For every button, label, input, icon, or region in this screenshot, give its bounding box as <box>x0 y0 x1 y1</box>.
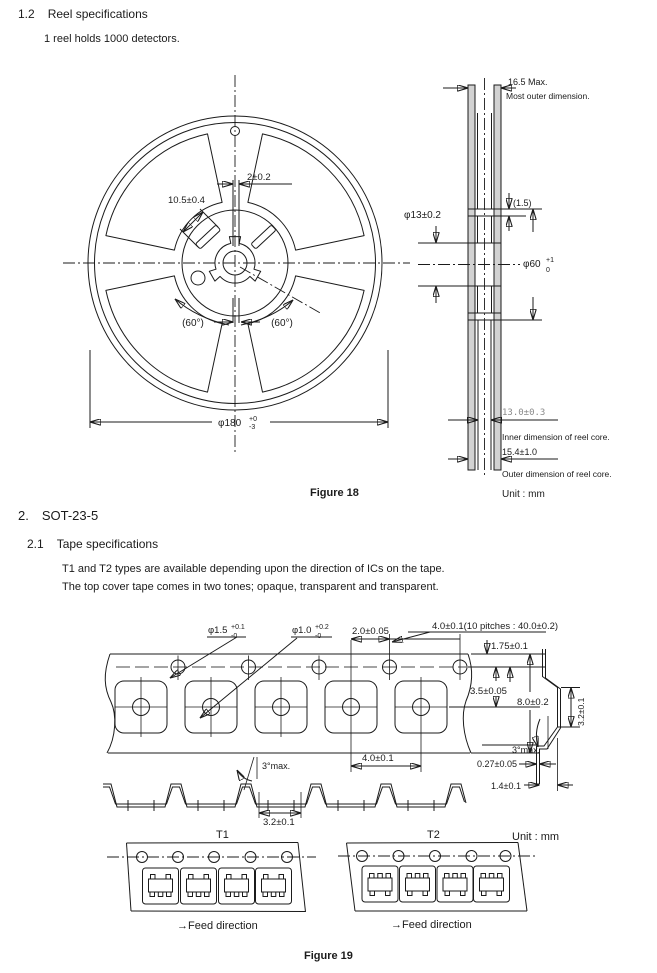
reel-front-view <box>63 75 410 499</box>
dim-sprocket-dia: φ1.5 <box>208 625 228 636</box>
dim-tape-width: 8.0±0.2 <box>517 697 549 708</box>
dim-angle-right: (60°) <box>271 318 293 329</box>
dim-slot-width: 2±0.2 <box>247 172 271 183</box>
dim-sprocket-tol-bot: -0 <box>231 633 238 640</box>
pocket-bottom-ticks <box>128 800 434 811</box>
dim-pocket-hole-tol-top: +0.2 <box>315 624 329 631</box>
dim-pocket-across: 3.2±0.1 <box>576 697 586 726</box>
dim-angle-right: 3°max. <box>512 745 541 755</box>
dim-core-inner: 13.0±0.3 <box>502 408 546 418</box>
dim-edge-margin: 1.75±0.1 <box>491 641 528 652</box>
section-2-1-body-line1: T1 and T2 types are available depending upon the direction of ICs on the tape. <box>62 563 445 575</box>
figure19-caption: Figure 19 <box>304 950 353 962</box>
dim-thickness: 0.27±0.05 <box>477 759 517 769</box>
tape-right-break-edge <box>463 654 471 753</box>
note-side-width: Most outer dimension. <box>506 91 590 101</box>
note-core-outer: Outer dimension of reel core. <box>502 469 612 479</box>
dim-pocket-hole-dia: φ1.0 <box>292 625 312 636</box>
dim-hub-tol-top: +1 <box>546 257 554 264</box>
figure18-caption: Figure 18 <box>310 487 359 499</box>
reel-key-slot-right <box>251 225 276 249</box>
tape-strip-t1 <box>107 843 316 933</box>
section-title: SOT-23-5 <box>41 508 99 523</box>
tape-strip-t2 <box>338 843 537 932</box>
unit-label-fig18: Unit : mm <box>502 489 545 500</box>
note-core-inner: Inner dimension of reel core. <box>502 432 610 442</box>
dim-reel-diameter: φ180 <box>218 418 242 429</box>
feed-direction-t2: →Feed direction <box>391 919 472 931</box>
reel-key-slot-left <box>195 225 220 249</box>
unit-label-fig19: Unit : mm <box>512 831 560 843</box>
dim-hub-tol-bot: 0 <box>546 267 550 274</box>
label-t1: T1 <box>216 829 229 841</box>
dim-center-hole: φ13±0.2 <box>404 210 441 221</box>
reel-side-view <box>404 77 612 500</box>
section-1-2-body: 1 reel holds 1000 detectors. <box>44 33 180 45</box>
tape-pockets <box>115 677 447 737</box>
dim-emboss-height: 1.4±0.1 <box>491 781 521 791</box>
dim-hole-to-center: 3.5±0.05 <box>470 686 507 697</box>
section-2-1-body-line2: The top cover tape comes in two tones; opaque, transparent and transparent. <box>62 581 439 593</box>
tape-left-break-edge <box>105 654 115 753</box>
reel-hub-hole <box>191 271 205 285</box>
dim-angle-left: 3°max. <box>262 761 291 771</box>
dim-reel-diameter-tol-bot: -3 <box>249 424 256 431</box>
dim-side-width: 16.5 Max. <box>508 77 548 87</box>
dim-sprocket-tol-top: +0.1 <box>231 624 245 631</box>
tape-cross-section <box>477 649 586 791</box>
dim-core-outer: 15.4±1.0 <box>502 447 537 457</box>
section-title: Tape specifications <box>56 537 159 551</box>
dim-key-slot: 10.5±0.4 <box>168 195 205 206</box>
dim-pitch-note: 4.0±0.1(10 pitches : 40.0±0.2) <box>432 621 559 632</box>
dim-reel-diameter-tol-top: +0 <box>249 416 257 423</box>
dim-pocket-along: 3.2±0.1 <box>263 817 295 828</box>
feed-direction-t1: →Feed direction <box>177 920 258 932</box>
dim-pocket-pitch: 4.0±0.1 <box>362 753 394 764</box>
section-number: 2.1 <box>27 537 44 551</box>
dim-pocket-hole-tol-bot: -0 <box>315 633 322 640</box>
label-t2: T2 <box>427 829 440 841</box>
dim-angle-left: (60°) <box>182 318 204 329</box>
section-number: 1.2 <box>18 7 35 21</box>
tape-plan-view <box>105 621 558 772</box>
tape-profile-view <box>103 757 559 843</box>
dim-plate-thickness: (1.5) <box>513 198 532 208</box>
dim-hole-offset: 2.0±0.05 <box>352 626 389 637</box>
section-number: 2. <box>18 508 29 523</box>
sprocket-holes <box>171 634 467 680</box>
dim-hub-diameter: φ60 <box>523 259 541 270</box>
section-title: Reel specifications <box>47 7 148 21</box>
